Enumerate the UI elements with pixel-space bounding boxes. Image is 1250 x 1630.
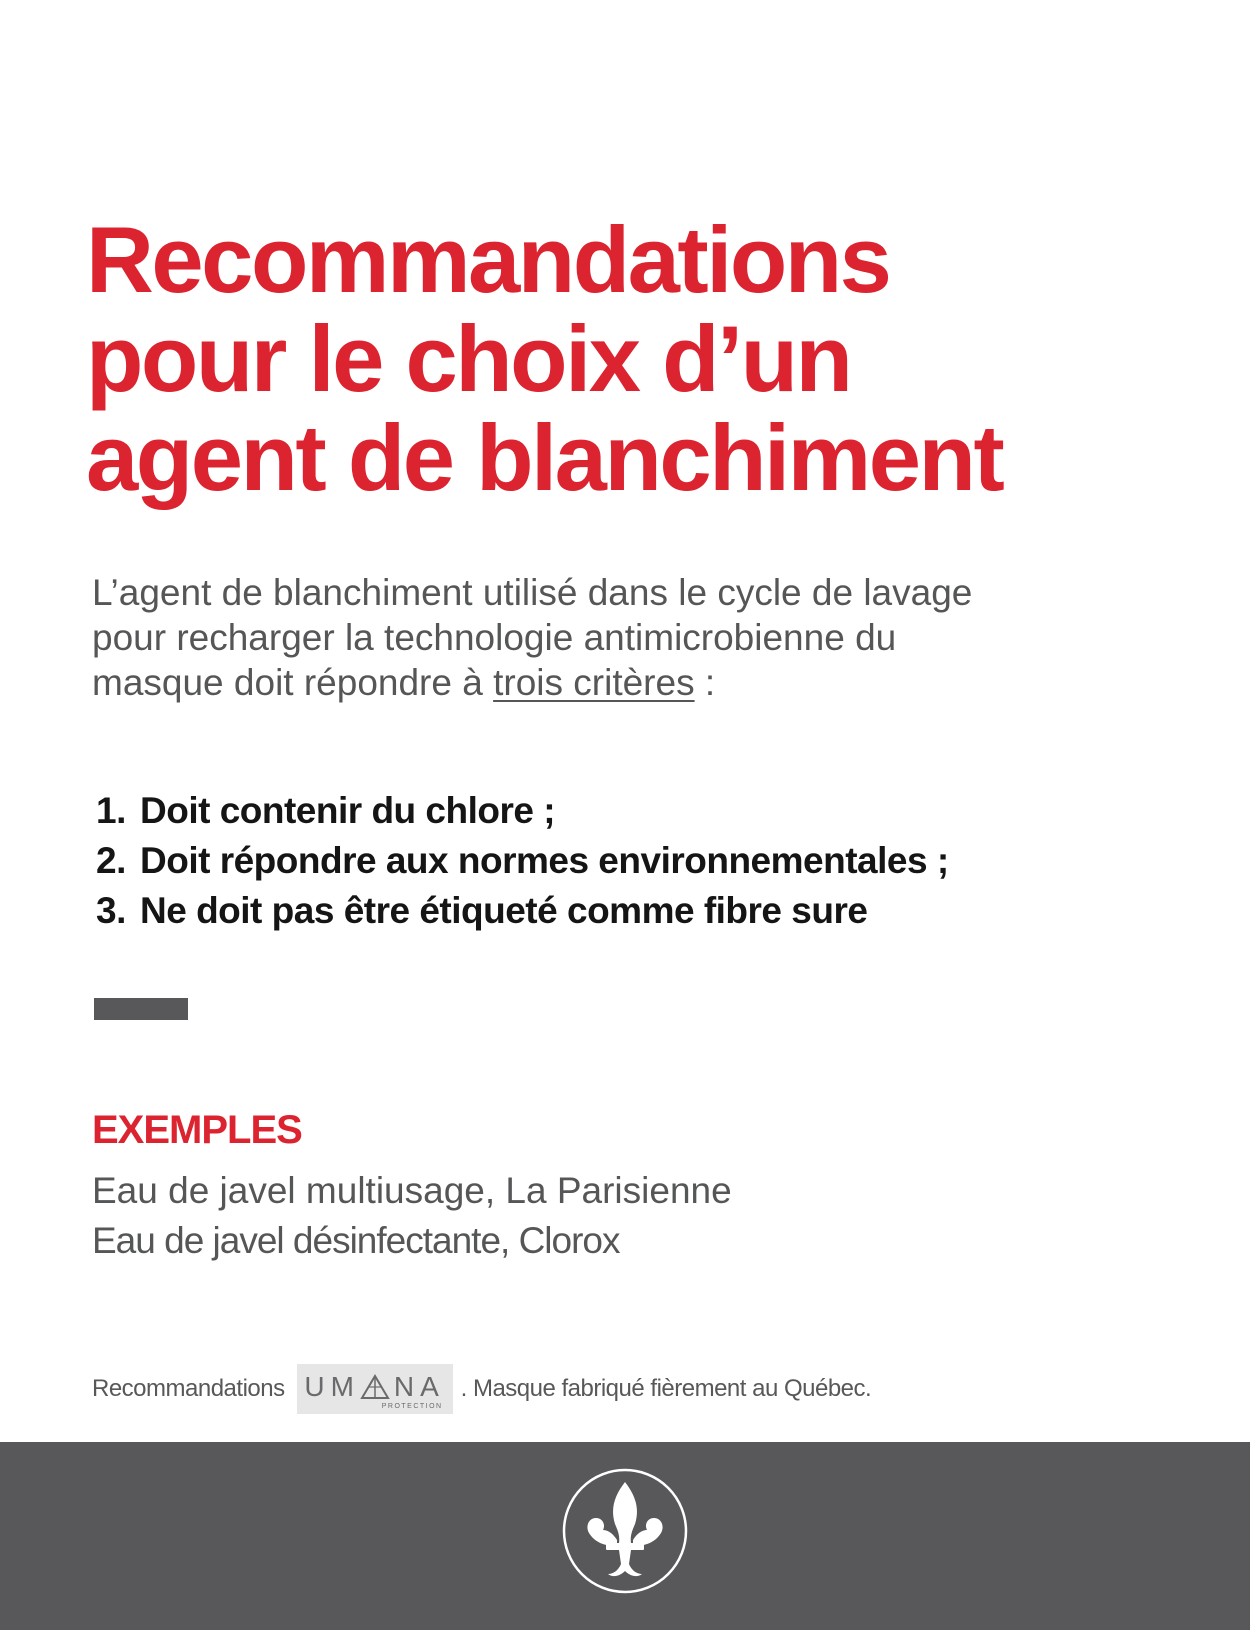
footer-suffix: . Masque fabriqué fièrement au Québec.: [460, 1375, 872, 1402]
logo-text-left: UM: [304, 1370, 360, 1402]
title-line-1: Recommandations: [86, 207, 890, 312]
criteria-underlined-text: trois critères: [493, 662, 695, 703]
example-item: Eau de javel multiusage, La Parisienne: [92, 1170, 732, 1211]
footer-prefix: Recommandations: [92, 1375, 285, 1402]
triangle-a-icon: [360, 1374, 390, 1400]
criteria-text: Doit contenir du chlore ;: [140, 790, 556, 831]
fleur-de-lis-icon: [562, 1468, 688, 1594]
intro-line-2: pour recharger la technologie antimicrobienne du: [92, 617, 897, 658]
intro-line-3-prefix: masque doit répondre à: [92, 662, 494, 703]
criteria-text: Ne doit pas être étiqueté comme fibre sure: [140, 890, 868, 931]
logo-subtext: PROTECTION: [381, 1402, 443, 1410]
section-divider: [94, 998, 188, 1020]
title-line-3: agent de blanchiment: [86, 405, 1003, 510]
criteria-number: 2.: [96, 840, 126, 881]
criteria-number: 1.: [96, 790, 126, 831]
footer-credit: [92, 1358, 871, 1420]
intro-paragraph: [92, 570, 1212, 705]
logo-text-right: NA: [393, 1370, 445, 1402]
criteria-item: [96, 786, 949, 836]
umana-logo: [297, 1364, 453, 1414]
intro-line-3-suffix: :: [694, 662, 716, 703]
example-item: Eau de javel désinfectante, Clorox: [92, 1220, 620, 1261]
criteria-text: Doit répondre aux normes environnementales ;: [140, 840, 949, 881]
examples-list: [92, 1166, 732, 1266]
criteria-item: [96, 886, 949, 936]
logo-wordmark: [304, 1372, 444, 1402]
title-line-2: pour le choix d’un: [86, 306, 851, 411]
page-title: [86, 207, 1226, 510]
criteria-number: 3.: [96, 890, 126, 931]
examples-heading: EXEMPLES: [92, 1108, 302, 1152]
criteria-list: [96, 786, 949, 936]
bottom-band: [0, 1442, 1250, 1630]
criteria-item: [96, 836, 949, 886]
intro-line-1: L’agent de blanchiment utilisé dans le cycle de lavage: [92, 572, 973, 613]
